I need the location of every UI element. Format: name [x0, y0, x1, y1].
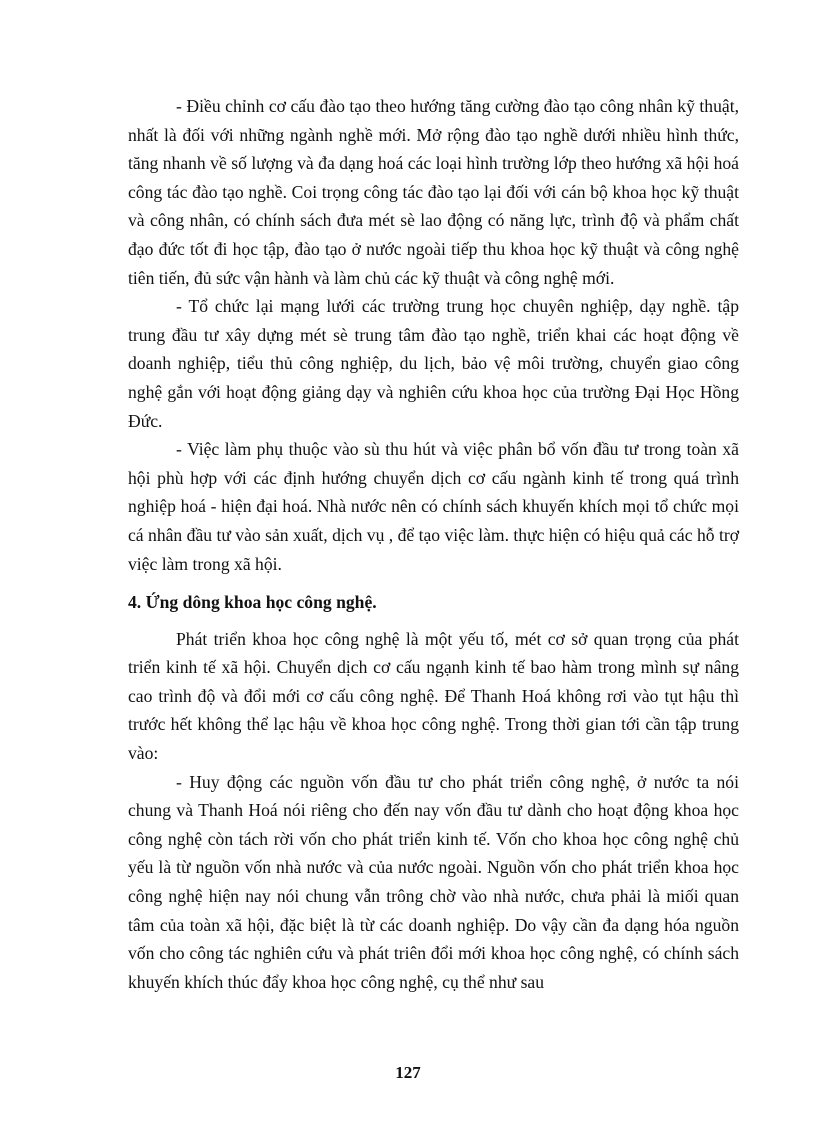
paragraph-science-tech-intro: Phát triển khoa học công nghệ là một yếu tố, mét cơ sở quan trọng của phát triển kinh tế xã hội. Chuyển dịch cơ cấu ngạnh kinh tế bao hàm trong mình sự nâng cao trình độ và đổi mới cơ cấu công nghệ. Để Thanh Hoá không rơi vào tụt hậu thì trước hết không thể lạc hậu về khoa học công nghệ. Trong thời gian tới cần tập trung vào: — [128, 628, 739, 764]
page-number: 127 — [395, 1063, 421, 1082]
paragraph-employment: - Việc làm phụ thuộc vào sù thu hút và việc phân bổ vốn đầu tư trong toàn xã hội phù hợp với các định hướng chuyển dịch cơ cấu ngành kinh tế trong quá trình nghiệp hoá - hiện đại hoá. Nhà nước nên có chính sách khuyến khích mọi tổ chức mọi cá nhân đầu tư vào sản xuất, dịch vụ , để tạo việc làm. thực hiện có hiệu quả các hỗ trợ việc làm trong xã hội. — [128, 439, 739, 574]
paragraph-school-network: - Tổ chức lại mạng lưới các trường trung học chuyên nghiệp, dạy nghề. tập trung đầu tư xây dựng mét sè trung tâm đào tạo nghề, triển khai các hoạt động về doanh nghiệp, tiểu thủ công nghiệp, du lịch, bảo vệ môi trường, chuyển giao công nghệ gắn với hoạt động giảng dạy và nghiên cứu khoa học của trường Đại Học Hồng Đức. — [128, 296, 739, 431]
paragraph-capital-mobilization: - Huy động các nguồn vốn đầu tư cho phát triển công nghệ, ở nước ta nói chung và Thanh Hoá nói riêng cho đến nay vốn đầu tư dành cho hoạt động khoa học công nghệ còn tách rời vốn cho phát triển kinh tế. Vốn cho khoa học công nghệ chủ yếu là từ nguồn vốn nhà nước và của nước ngoài. Nguồn vốn cho phát triển khoa học công nghệ hiện nay nói chung vẫn trông chờ vào nhà nước, chưa phải là miối quan tâm của toàn xã hội, đặc biệt là từ các doanh nghiệp. Do vậy cần đa dạng hóa nguồn vốn cho công tác nghiên cứu và phát triên đổi mới khoa học công nghệ, có chính sách khuyến khích thúc đẩy khoa học công nghệ, cụ thể như sau — [128, 771, 739, 992]
page-body — [128, 92, 739, 996]
paragraph-training-structure: - Điều chỉnh cơ cấu đào tạo theo hướng tăng cường đào tạo công nhân kỹ thuật, nhất là đối với những ngành nghề mới. Mở rộng đào tạo nghề dưới nhiều hình thức, tăng nhanh về số lượng và đa dạng hoá các loại hình trường lớp theo hướng xã hội hoá công tác đào tạo nghề. Coi trọng công tác đào tạo lại đối với cán bộ khoa học kỹ thuật và công nhân, có chính sách đưa mét sè lao động có năng lực, trình độ và phẩm chất đạo đức tốt đi học tập, đào tạo ở nước ngoài tiếp thu khoa học kỹ thuật và công nghệ tiên tiến, đủ sức vận hành và làm chủ các kỹ thuật và công nghệ mới. — [128, 96, 739, 288]
section-heading: 4. Ứng dông khoa học công nghệ. — [128, 592, 377, 613]
